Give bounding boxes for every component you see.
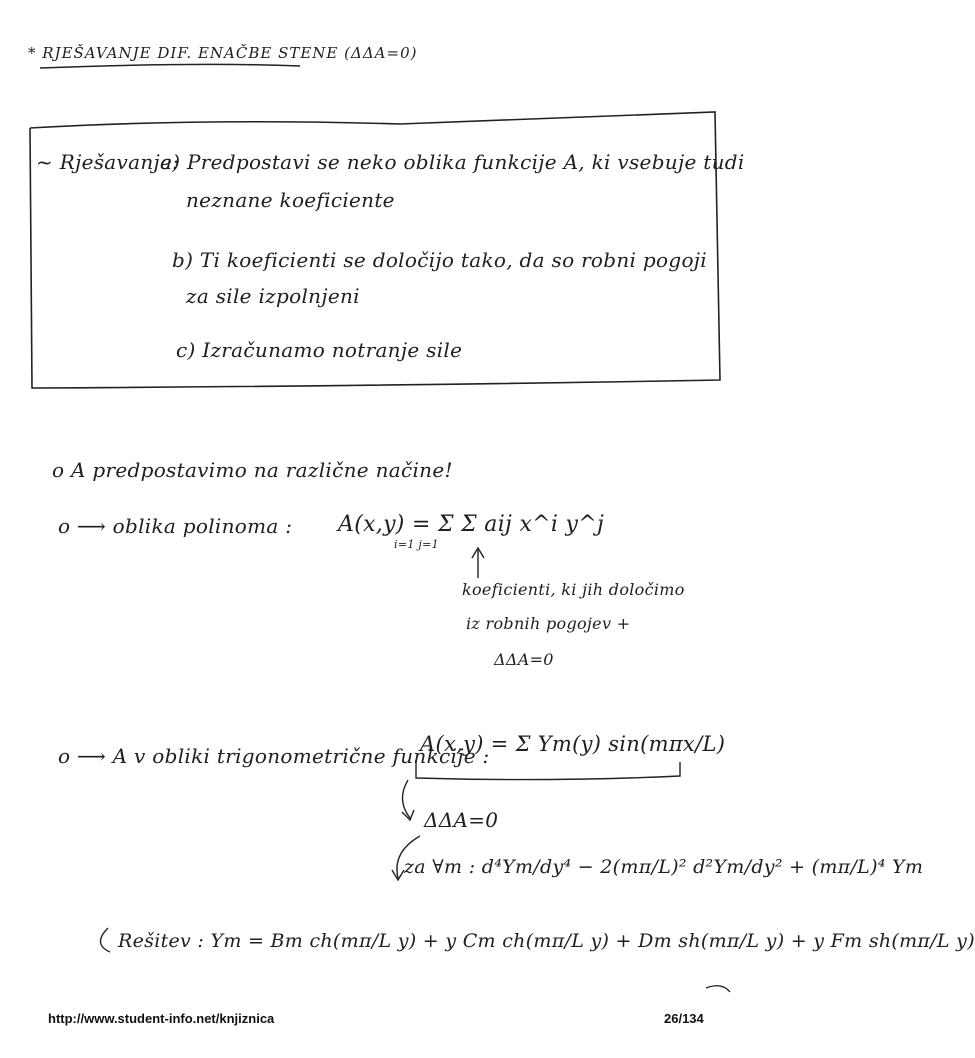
box-item-b-line2: za sile izpolnjeni [186, 284, 360, 308]
box-item-a-line1: a) Predpostavi se neko oblika funkcije A, ki vsebuje tudi [160, 150, 745, 174]
section-heading: o A predpostavimo na različne načine! [52, 458, 453, 482]
ode-equation: za ∀m : d⁴Ym/dy⁴ − 2(mπ/L)² d²Ym/dy² + (mπ/L)⁴ Ym [404, 856, 924, 878]
trig-series-formula: A(x,y) = Σ Ym(y) sin(mπx/L) [420, 732, 726, 756]
solution-equation: Rešitev : Ym = Bm ch(mπ/L y) + y Cm ch(mπ/L y) + Dm sh(mπ/L y) + y Fm sh(mπ/L y) [118, 930, 975, 952]
coefficient-note-line1: koeficienti, ki jih določimo [462, 580, 685, 599]
footer-url: http://www.student-info.net/knjiznica [48, 1011, 275, 1026]
polynomial-label: o ⟶ oblika polinoma : [58, 514, 293, 538]
trig-label: o ⟶ A v obliki trigonometrične funkcije : [58, 744, 490, 768]
box-item-b-line1: b) Ti koeficienti se določijo tako, da so robni pogoji [172, 248, 707, 272]
title-underline [40, 64, 300, 68]
box-item-c: c) Izračunamo notranje sile [176, 338, 463, 362]
biharmonic-condition: ΔΔA=0 [424, 808, 499, 832]
polynomial-lower-limits: i=1 j=1 [394, 538, 439, 551]
box-item-a-line2: neznane koeficiente [186, 188, 395, 212]
polynomial-formula: A(x,y) = Σ Σ aij x^i y^j [338, 512, 605, 537]
page-number: 26/134 [664, 1011, 704, 1026]
page-title: * RJEŠAVANJE DIF. ENAČBE STENE (ΔΔA=0) [28, 44, 418, 62]
intro-label: ~ Rješavanje: [36, 150, 180, 174]
coefficient-note-line2: iz robnih pogojev + [466, 614, 631, 633]
coefficient-note-line3: ΔΔA=0 [494, 650, 554, 669]
